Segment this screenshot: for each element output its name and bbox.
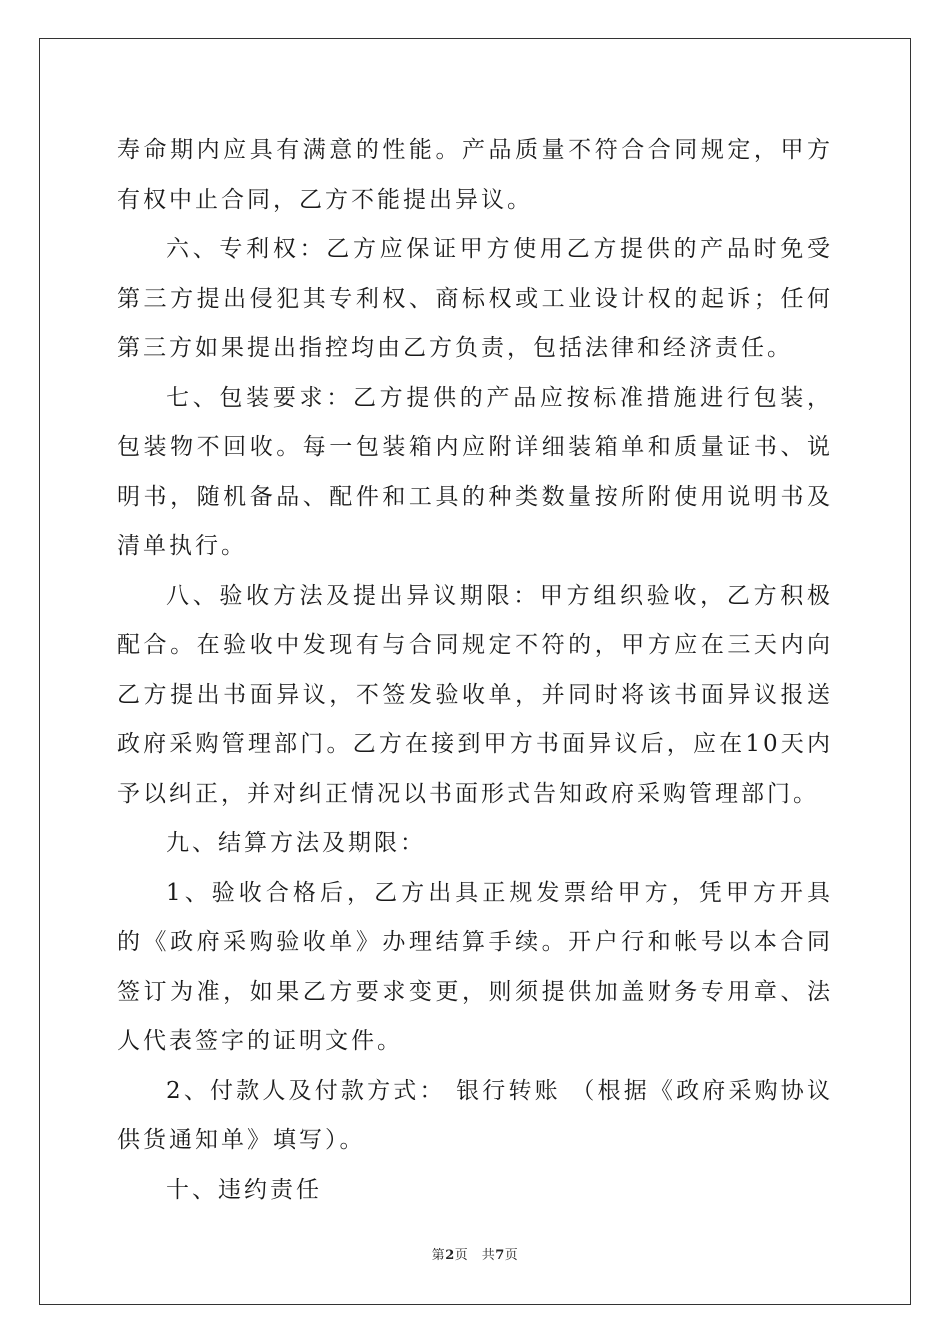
paragraph-acceptance: 八、验收方法及提出异议期限：甲方组织验收，乙方积极配合。在验收中发现有与合同规定不符的，甲方应在三天内向乙方提出书面异议，不签发验收单，并同时将该书面异议报送政府采购管理部门。乙方在接到甲方书面异议后，应在10天内予以纠正，并对纠正情况以书面形式告知政府采购管理部门。 — [117, 582, 833, 807]
page-number-footer — [0, 1244, 950, 1263]
document-body — [117, 126, 833, 1215]
paragraph-patent: 六、专利权：乙方应保证甲方使用乙方提供的产品时免受第三方提出侵犯其专利权、商标权或工业设计权的起诉；任何第三方如果提出指控均由乙方负责，包括法律和经济责任。 — [117, 236, 833, 361]
paragraph-settlement-heading: 九、结算方法及期限： — [166, 830, 426, 856]
footer-suffix: 页 — [504, 1248, 519, 1263]
footer-prefix: 第 — [431, 1248, 446, 1263]
paragraph-liability-heading: 十、违约责任 — [166, 1176, 322, 1203]
paragraph-performance: 寿命期内应具有满意的性能。产品质量不符合合同规定，甲方有权中止合同，乙方不能提出异议。 — [117, 137, 833, 213]
footer-middle: 页 共 — [454, 1248, 496, 1263]
footer-current-page: 2 — [445, 1248, 455, 1263]
paragraph-settlement-1: 1、验收合格后，乙方出具正规发票给甲方，凭甲方开具的《政府采购验收单》办理结算手续。开户行和帐号以本合同签订为准，如果乙方要求变更，则须提供加盖财务专用章、法人代表签字的证明文件。 — [117, 879, 833, 1054]
paragraph-packaging: 七、包装要求：乙方提供的产品应按标准措施进行包装，包装物不回收。每一包装箱内应附详细装箱单和质量证书、说明书，随机备品、配件和工具的种类数量按所附使用说明书及清单执行。 — [117, 384, 833, 559]
footer-total-pages: 7 — [495, 1248, 505, 1263]
paragraph-settlement-2: 2、付款人及付款方式： 银行转账 （根据《政府采购协议供货通知单》填写）。 — [117, 1077, 833, 1153]
